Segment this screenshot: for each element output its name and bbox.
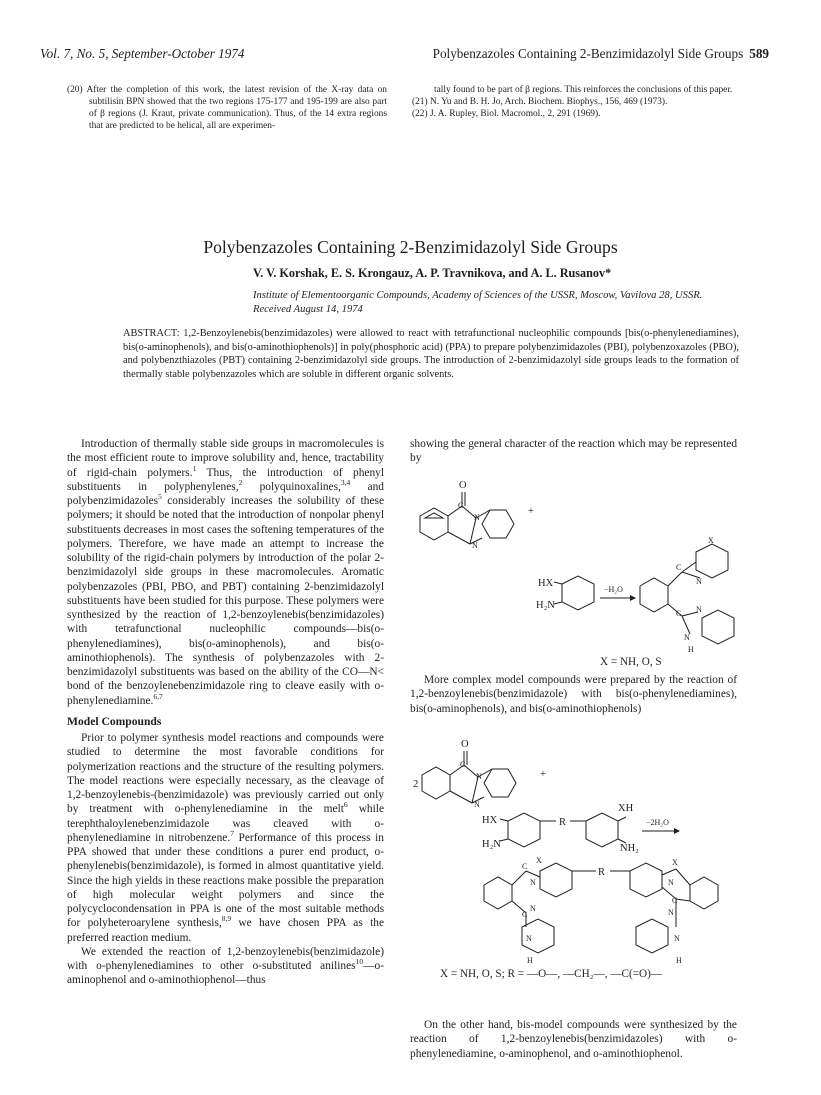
nitrogen-label-5: N <box>474 800 480 809</box>
ref-5: 5 <box>158 492 162 502</box>
extend-text-b: —o-aminophenol and o-aminothiophenol—thus <box>67 960 384 987</box>
model-text-a: Prior to polymer synthesis model reactions and compounds were studied to determine the most favorable conditions for polymerization reactions and the structure of the resulting polymers. The model reactions were especially necessary, as the cleavage of 1,2-benzoylenebis-(benzimidazole) was previously carried out only by treatment with o-phenylenediamine in the melt <box>67 732 384 816</box>
hx-label: HX <box>538 578 554 589</box>
benzoylenebenzimidazole-structure <box>420 492 514 544</box>
model-paragraph <box>67 731 384 945</box>
ref-10: 10 <box>355 957 364 967</box>
intro-text-b: Thus, the introduction of phenyl substituents in polyphenylenes, <box>67 466 384 493</box>
product-c-label-4: C <box>522 910 528 919</box>
product-c-label-5: C <box>672 896 678 905</box>
section-heading: Model Compounds <box>67 714 162 728</box>
h2n-label: H₂N <box>536 600 555 611</box>
product-x-label-2: X <box>536 856 542 865</box>
right-text-b: More complex model compounds were prepared by the reaction of 1,2-benzoylenebis(benzimidazole) with bis(o-phenylenediamines), bis(o-aminophenols), and bis(o-aminothiophenols) <box>410 674 737 715</box>
oxygen-label: O <box>459 480 467 491</box>
footnote-22: (22) J. A. Rupley, Biol. Macromol., 2, 291 (1969). <box>412 109 601 119</box>
ref-8-9: 8,9 <box>221 914 232 924</box>
footnote-20: (20) After the completion of this work, the latest revision of the X-ray data on subtilisin BPN showed that the two regions 175-177 and 195-199 are also part of β regions (J. Kraut, private communication). Thus, of the 14 extra regions that are predicted to be helical, all are experimen- <box>67 85 387 131</box>
footnote-left <box>67 84 387 132</box>
r-label: R <box>559 817 567 828</box>
running-header <box>433 46 769 62</box>
nitrogen-label: N <box>474 513 480 522</box>
x-r-definition: X = NH, O, S; R = —O—, —CH₂—, —C(=O)— <box>440 968 663 980</box>
ref-6-7: 6,7 <box>153 691 163 701</box>
product-h-label: H <box>688 645 694 652</box>
nitrogen-label-4: N <box>476 772 482 781</box>
journal-issue: Vol. 7, No. 5, September-October 1974 <box>40 46 245 61</box>
intro-text-a: Introduction of thermally stable side groups in macromolecules is the most efficient route to improve solubility and, hence, tractability of rigid-chain polymers. <box>67 438 384 479</box>
coefficient-label: 2 <box>413 779 419 790</box>
ref-6: 6 <box>343 800 348 810</box>
footnote-20-cont: tally found to be part of β regions. This reinforces the conclusions of this paper. <box>434 85 733 95</box>
right-text-a: showing the general character of the reaction which may be represented by <box>410 438 738 465</box>
xh-label: XH <box>618 803 634 814</box>
institution: Institute of Elementoorganic Compounds, Academy of Sciences of the USSR, Moscow, Vavilova 28, USSR. <box>253 290 703 301</box>
extend-text-a: We extended the reaction of 1,2-benzoylenebis(benzimidazole) with o-phenylenediamines to other o-substituted anilines <box>67 945 384 972</box>
affiliation <box>253 289 723 317</box>
arrow-label: −H₂O <box>604 585 623 594</box>
model-text-c: Performance of this process in PPA showed that under these conditions a purer end product, o-phenylenebis(benzimidazole), is formed in almost quantitative yield. Since the high yields in these reactions make possible the preparation of high molecular weight polymers and since the polycyclocondensation in PPA is one of the most suitable methods for polyheteroarylene synthesis, <box>67 831 384 930</box>
h2n-label-2: H₂N <box>482 839 501 850</box>
model-text-b: while terephthaloylenebenzimidazole was cleaved with o-phenylenediamine in nitrobenzene. <box>67 803 385 844</box>
authors: V. V. Korshak, E. S. Krongauz, A. P. Travnikova, and A. L. Rusanov* <box>253 266 612 280</box>
product-structure <box>640 544 734 644</box>
right-column-bottom <box>410 1018 737 1061</box>
reaction-scheme-2 <box>410 735 740 967</box>
abstract: ABSTRACT: 1,2-Benzoylenebis(benzimidazoles) were allowed to react with tetrafunctional nucleophilic compounds [bis(o-phenylenediamines), bis(o-aminophenols), and bis(o-aminothiophenols)] in poly(phosphoric acid) (PPA) to prepare polybenzimidazoles (PBI), polybenzoxazoles (PBO), and polybenzthiazoles (PBT) containing 2-benzimidazolyl side groups. The introduction of 2-benzimidazolyl side groups leads to the formation of thermally stable polybenzazoles which are soluble in different organic solvents. <box>123 328 739 380</box>
product-n-label-9: N <box>674 934 680 943</box>
product-n-label-2: N <box>696 605 702 614</box>
product-n-label-5: N <box>530 904 536 913</box>
product-r-label: R <box>598 867 606 878</box>
product-h-label-3: H <box>676 956 682 965</box>
carbon-label-2: C <box>460 760 466 769</box>
product-x-label-3: X <box>672 858 678 867</box>
ref-2: 2 <box>238 477 243 487</box>
product-c-label-2: C <box>676 609 682 618</box>
ref-3-4: 3,4 <box>340 477 351 487</box>
intro-text-c: polyquinoxalines, <box>242 480 341 493</box>
right-column-intro <box>410 437 737 466</box>
intro-text-d: and polybenzimidazoles <box>67 480 385 507</box>
reaction-scheme-1 <box>410 466 740 652</box>
product-x-label: X <box>708 536 714 545</box>
nh2-label: NH₂ <box>620 843 639 854</box>
product-h-label-2: H <box>527 956 533 965</box>
left-column <box>67 437 384 988</box>
oxygen-label-2: O <box>461 739 469 750</box>
plus-sign: + <box>528 506 534 517</box>
intro-paragraph <box>67 437 384 708</box>
product-c-label: C <box>676 563 682 572</box>
aminoaryl-structure <box>554 576 594 610</box>
product-c-label-3: C <box>522 862 528 871</box>
running-title: Polybenzazoles Containing 2-Benzimidazolyl Side Groups <box>432 46 744 61</box>
product-n-label-4: N <box>530 878 536 887</box>
product-n-label-8: N <box>668 908 674 917</box>
extend-paragraph <box>67 945 384 988</box>
hx-label-2: HX <box>482 815 498 826</box>
arrow-label-2: −2H₂O <box>646 818 669 827</box>
right-text-c: On the other hand, bis-model compounds were synthesized by the reaction of 1,2-benzoylenebis(benzimidazoles) with o-phenylenediamine, o-aminophenol, and o-aminothiophenol. <box>410 1019 737 1060</box>
product-n-label-6: N <box>526 934 532 943</box>
received-date: Received August 14, 1974 <box>253 304 363 315</box>
plus-sign-2: + <box>540 769 546 780</box>
page-number: 589 <box>749 46 769 61</box>
product-n-label-3: N <box>684 633 690 642</box>
ref-1: 1 <box>192 463 197 473</box>
product-n-label: N <box>696 577 702 586</box>
intro-text-e: considerably increases the solubility of these polymers; it should be noted that the introduction of nonpolar phenyl substituents decreases in most cases the softening temperatures of the polymers. Therefore, we have made an attempt to increase the solubility of the rigid-chain polymers by introduction of the polar 2-benzimidazolyl side groups in these macromolecules. Aromatic polybenzazoles (PBI, PBO, and PBT) containing 2-benzimidazolyl substituents have been studied for this purpose. These polymers were synthesized by the reaction of 1,2-benzoylenebis(benzimidazoles) with tetrafunctional nucleophilic compounds—bis(o-phenylenediamines), bis(o-aminophenols), and bis(o-aminothiophenols). The synthesis of polybenzazoles with 2-benzimidazolyl substituents was based on the ability of the CO—N< bond of the benzoylenebenzimidazole ring to cleave easily with o-phenylenediamine. <box>67 495 384 707</box>
product-n-label-7: N <box>668 878 674 887</box>
model-text-d: we have chosen PPA as the preferred reaction medium. <box>67 917 385 944</box>
benzoylenebenzimidazole-structure-2 <box>422 751 516 803</box>
carbon-label: C <box>458 501 464 510</box>
footnote-21: (21) N. Yu and B. H. Jo, Arch. Biochem. Biophys., 156, 469 (1973). <box>412 97 668 107</box>
nitrogen-label-2: N <box>472 541 478 550</box>
footnote-right <box>412 84 737 120</box>
ref-7: 7 <box>230 828 234 838</box>
x-definition-1: X = NH, O, S <box>600 656 662 668</box>
article-title: Polybenzazoles Containing 2-Benzimidazolyl Side Groups <box>203 237 618 257</box>
right-column-mid <box>410 673 737 716</box>
